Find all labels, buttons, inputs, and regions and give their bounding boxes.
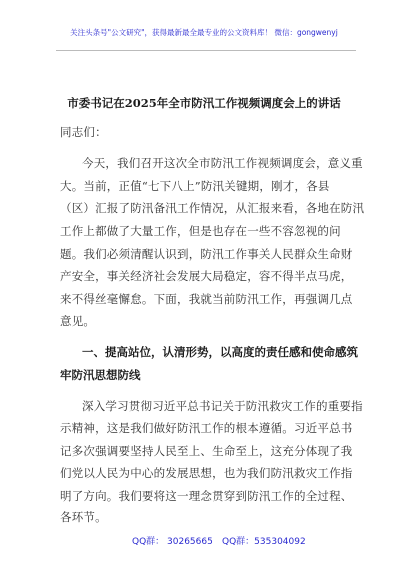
paragraph-line: 工作上都做了大量工作，但是也存在一些不容忽视的问 [60, 224, 341, 238]
paragraph-line: 各环节。 [60, 510, 107, 524]
paragraph-line: 明了方向。我们要将这一理念贯穿到防汛工作的全过程、 [60, 489, 353, 503]
paragraph-line: 来不得丝毫懈怠。下面，我就当前防汛工作，再强调几点 [60, 292, 353, 306]
paragraph-line: 题。我们必须清醒认识到，防汛工作事关人民群众生命财 [60, 247, 353, 261]
salutation: 同志们： [60, 125, 107, 139]
header-note: 关注头条号"公文研究"，获得最新最全最专业的公文资料库！ 微信：gongwenyj [70, 28, 338, 37]
paragraph-line: 产安全，事关经济社会发展大局稳定，容不得半点马虎， [60, 269, 353, 283]
footer-qq-group-2: QQ群：535304092 [222, 537, 306, 547]
section-heading: 一、提高站位，认清形势，以高度的责任感和使命感筑 [82, 345, 358, 359]
paragraph-line: （区）汇报了防汛备汛工作情况，从汇报来看，各地在防汛 [60, 201, 365, 215]
paragraph-line: 记多次强调要坚持人民至上、生命至上，这充分体现了我 [60, 444, 353, 458]
header-divider [56, 50, 356, 51]
paragraph-line: 深入学习贯彻习近平总书记关于防汛救灾工作的重要指 [82, 399, 363, 413]
document-title: 市委书记在2025年全市防汛工作视频调度会上的讲话 [67, 96, 341, 110]
paragraph-line: 大。当前，正值“七下八上”防汛关键期，刚才，各县 [60, 179, 330, 193]
paragraph-line: 意见。 [60, 314, 96, 328]
paragraph-line: 示精神，这是我们做好防汛工作的根本遵循。习近平总书 [60, 421, 353, 435]
paragraph-line: 们党以人民为中心的发展思想，也为我们防汛救灾工作指 [60, 466, 353, 480]
section-heading: 牢防汛思想防线 [60, 368, 141, 382]
paragraph-line: 今天，我们召开这次全市防汛工作视频调度会，意义重 [82, 156, 363, 170]
footer-qq-group-1: QQ群： 30265665 [132, 537, 213, 547]
